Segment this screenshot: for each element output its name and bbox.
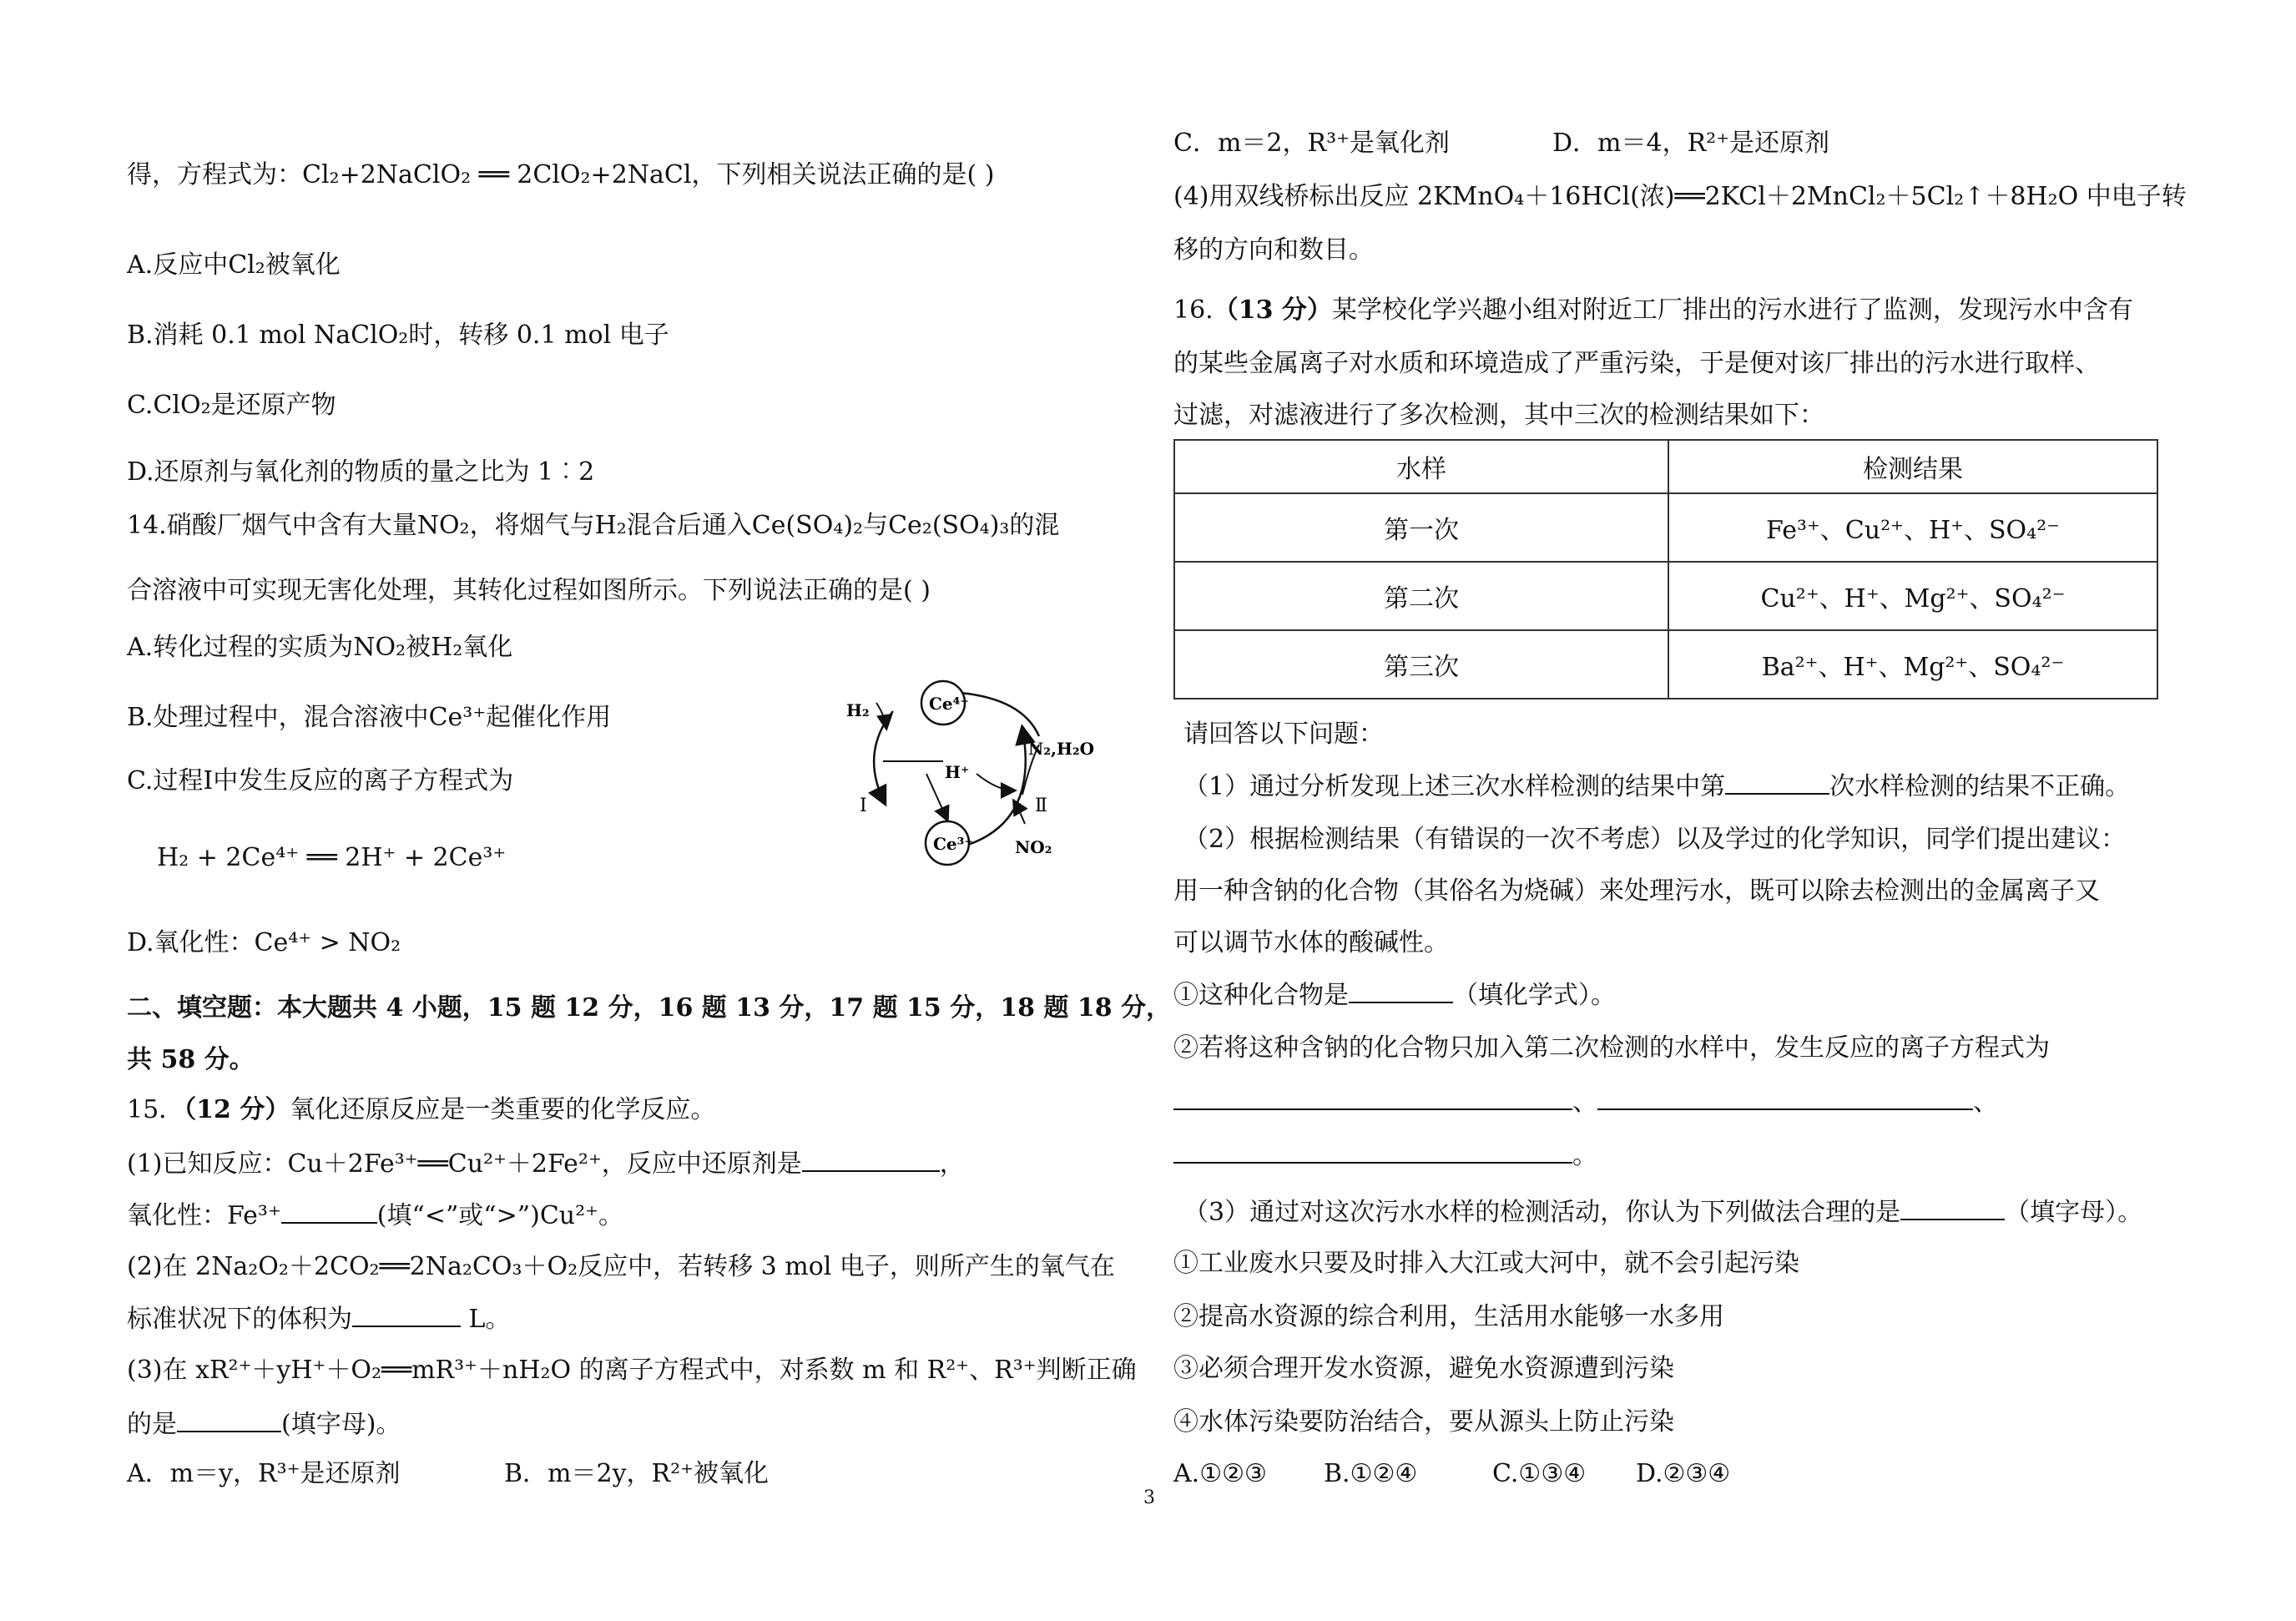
- table-header-row: [1174, 440, 2157, 493]
- q16-option-c: C.①③④: [1492, 1459, 1587, 1488]
- table-cell: 第一次: [1174, 493, 1668, 562]
- hplus-label: H⁺: [945, 762, 970, 782]
- q15-part1-line1: (1)已知反应：Cu＋2Fe³⁺══Cu²⁺＋2Fe²⁺，反应中还原剂是 ，: [127, 1147, 965, 1181]
- no2-label: NO₂: [1015, 837, 1052, 857]
- q14-option-c: C.过程Ⅰ中发生反应的离子方程式为: [127, 766, 514, 795]
- answer-blank[interactable]: [1349, 978, 1453, 1003]
- q14-option-a: A.转化过程的实质为NO₂被H₂氧化: [127, 633, 513, 662]
- table-row: [1174, 562, 2157, 630]
- q13-option-c: C.ClO₂是还原产物: [127, 391, 336, 420]
- q16-choice-1: ①工业废水只要及时排入大江或大河中，就不会引起污染: [1173, 1249, 1799, 1278]
- q15-part1-line2: 氧化性：Fe³⁺ (填“<”或“>”)Cu²⁺。: [127, 1199, 623, 1233]
- q16-sub2-line1: （2）根据检测结果（有错误的一次不考虑）以及学过的化学知识，同学们提出建议：: [1183, 825, 2127, 854]
- q15-option-d: D．m＝4，R²⁺是还原剂: [1552, 129, 1830, 158]
- table-cell: Ba²⁺、H⁺、Mg²⁺、SO₄²⁻: [1668, 630, 2157, 699]
- q15-part3-line1: (3)在 xR²⁺＋yH⁺＋O₂══mR³⁺＋nH₂O 的离子方程式中，对系数 m 和 R²⁺、R³⁺判断正确: [127, 1356, 1137, 1385]
- q15-part4-line2: 移的方向和数目。: [1173, 235, 1374, 265]
- q16-sub2-ii: ②若将这种含钠的化合物只加入第二次检测的水样中，发生反应的离子方程式为: [1173, 1033, 2050, 1063]
- cycle-arc-left: [874, 711, 893, 803]
- q15-part2-line2: 标准状况下的体积为 L。: [127, 1302, 510, 1336]
- q14-stem-line1: 14.硝酸厂烟气中含有大量NO₂，将烟气与H₂混合后通入Ce(SO₄)₂与Ce₂(SO₄)₃的混: [127, 511, 1060, 540]
- table-cell: 第二次: [1174, 562, 1668, 630]
- table-cell: Cu²⁺、H⁺、Mg²⁺、SO₄²⁻: [1668, 562, 2157, 630]
- q16-sub2-line3: 可以调节水体的酸碱性。: [1173, 928, 1449, 957]
- q15-option-a: A．m＝y，R³⁺是还原剂: [127, 1459, 401, 1488]
- q16-option-a: A.①②③: [1173, 1459, 1267, 1488]
- q15-part2-line1: (2)在 2Na₂O₂＋2CO₂══2Na₂CO₃＋O₂反应中，若转移 3 mol 电子，则所产生的氧气在: [127, 1252, 1115, 1281]
- q16-sub2-i: ①这种化合物是 （填化学式）。: [1173, 978, 1616, 1012]
- answer-blank[interactable]: [281, 1199, 377, 1224]
- ce3-label: Ce³⁺: [933, 834, 973, 854]
- q14-stem-line2: 合溶液中可实现无害化处理，其转化过程如图所示。下列说法正确的是( ): [127, 576, 931, 605]
- q15-heading: 15．（12 分）氧化还原反应是一类重要的化学反应。: [127, 1095, 716, 1124]
- q16-equation-blanks-line1: 、 、: [1173, 1085, 1998, 1119]
- table-header-cell: 检测结果: [1668, 440, 2157, 493]
- q13-option-b: B.消耗 0.1 mol NaClO₂时，转移 0.1 mol 电子: [127, 321, 669, 350]
- answer-blank[interactable]: [802, 1147, 940, 1172]
- n2h2o-label: N₂,H₂O: [1028, 739, 1095, 759]
- ce4-label: Ce⁴⁺: [929, 694, 969, 714]
- q16-option-b: B.①②④: [1324, 1459, 1418, 1488]
- q16-stem-line3: 过滤，对滤液进行了多次检测，其中三次的检测结果如下：: [1173, 401, 1824, 430]
- q14-option-c-equation: H₂ + 2Ce⁴⁺ ══ 2H⁺ + 2Ce³⁺: [157, 843, 507, 872]
- q16-sub1: （1）通过分析发现上述三次水样检测的结果中第 次水样检测的结果不正确。: [1183, 770, 2130, 804]
- q16-sub3: （3）通过对这次污水水样的检测活动，你认为下列做法合理的是 （填字母）。: [1183, 1195, 2142, 1230]
- q16-heading: 16.（13 分）某学校化学兴趣小组对附近工厂排出的污水进行了监测，发现污水中含有: [1173, 295, 2133, 325]
- process-i-label: Ⅰ: [860, 795, 867, 816]
- q15-part4-line1: (4)用双线桥标出反应 2KMnO₄＋16HCl(浓)══2KCl＋2MnCl₂＋5Cl₂↑＋8H₂O 中电子转: [1173, 182, 2187, 211]
- table-cell: 第三次: [1174, 630, 1668, 699]
- q16-ask: 请回答以下问题：: [1183, 720, 1384, 749]
- q16-equation-blanks-line2: 。: [1173, 1139, 1597, 1173]
- q16-stem-line2: 的某些金属离子对水质和环境造成了严重污染，于是便对该厂排出的污水进行取样、: [1173, 349, 2100, 378]
- q15-part3-line2: 的是 (填字母)。: [127, 1407, 401, 1442]
- q16-choice-2: ②提高水资源的综合利用，生活用水能够一水多用: [1173, 1302, 1724, 1331]
- q14-option-d: D.氧化性：Ce⁴⁺ > NO₂: [127, 928, 401, 957]
- h2-label: H₂: [846, 700, 870, 720]
- q16-sub2-line2: 用一种含钠的化合物（其俗名为烧碱）来处理污水，既可以除去检测出的金属离子又: [1173, 876, 2100, 906]
- ce-cycle-diagram: [843, 678, 1118, 870]
- answer-blank[interactable]: [1173, 1085, 1572, 1110]
- process-ii-label: Ⅱ: [1035, 795, 1047, 816]
- answer-blank[interactable]: [1173, 1139, 1572, 1164]
- detection-results-table: [1173, 439, 2158, 699]
- table-row: [1174, 493, 2157, 562]
- answer-blank[interactable]: [1597, 1085, 1973, 1110]
- q13-option-a: A.反应中Cl₂被氧化: [127, 250, 341, 280]
- q16-choice-4: ④水体污染要防治结合，要从源头上防止污染: [1173, 1407, 1674, 1437]
- hplus-arrow: [976, 774, 1014, 790]
- q13-option-d: D.还原剂与氧化剂的物质的量之比为 1︰2: [127, 457, 595, 487]
- answer-blank[interactable]: [352, 1302, 461, 1327]
- h2-in-arrow: [876, 703, 886, 728]
- answer-blank[interactable]: [1725, 770, 1829, 795]
- q15-option-c: C．m＝2，R³⁺是氧化剂: [1173, 129, 1450, 158]
- q16-choice-3: ③必须合理开发水资源，避免水资源遭到污染: [1173, 1354, 1674, 1383]
- q14-option-b: B.处理过程中，混合溶液中Ce³⁺起催化作用: [127, 703, 612, 732]
- cycle-arc-top: [960, 693, 1039, 736]
- answer-blank[interactable]: [1900, 1195, 2005, 1220]
- section2-heading-line1: 二、填空题：本大题共 4 小题，15 题 12 分，16 题 13 分，17 题 15 分，18 题 18 分，: [127, 993, 1172, 1023]
- answer-blank[interactable]: [177, 1407, 281, 1432]
- section2-heading-line2: 共 58 分。: [127, 1045, 255, 1074]
- table-row: [1174, 630, 2157, 699]
- table-cell: Fe³⁺、Cu²⁺、H⁺、SO₄²⁻: [1668, 493, 2157, 562]
- q15-option-b: B．m＝2y，R²⁺被氧化: [504, 1459, 769, 1488]
- table-header-cell: 水样: [1174, 440, 1668, 493]
- no2-in-arrow: [1014, 801, 1025, 824]
- page-number: 3: [1143, 1487, 1155, 1508]
- q13-intro: 得，方程式为：Cl₂+2NaClO₂ ══ 2ClO₂+2NaCl，下列相关说法正确的是( ): [127, 160, 995, 189]
- q16-option-d: D.②③④: [1636, 1459, 1731, 1488]
